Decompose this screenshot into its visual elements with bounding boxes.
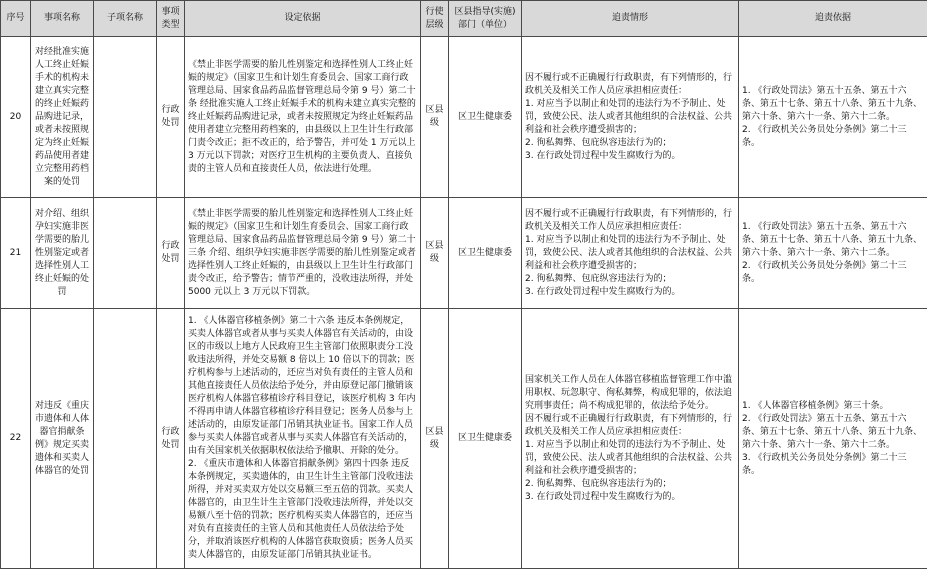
liability-basis-line: 2. 《行政处罚法》第五十五条、第五十六条、第五十七条、第五十八条、第五十九条、第六十条、第六十一条、第六十二条。 xyxy=(742,413,923,450)
liability-line: 因不履行或不正确履行行政职责，有下列情形的，行政机关及相关工作人员应承担相应责任： xyxy=(525,72,733,96)
liability-line: 因不履行或不正确履行行政职责，有下列情形的，行政机关及相关工作人员应承担相应责任： xyxy=(525,413,733,437)
cell-type: 行政处罚 xyxy=(157,37,185,198)
cell-no: 21 xyxy=(1,198,31,309)
liability-line: 2. 徇私舞弊、包庇纵容违法行为的； xyxy=(525,273,672,284)
header-sub: 子项名称 xyxy=(94,1,157,37)
header-dept: 区县指导(实施)部门（单位） xyxy=(449,1,522,37)
cell-level: 区县级 xyxy=(421,198,449,309)
cell-level: 区县级 xyxy=(421,309,449,569)
cell-liability xyxy=(522,37,739,198)
cell-name: 对经批准实施人工终止妊娠手术的机构未建立真实完整的终止妊娠药品购进记录，或者未按照规定为终止妊娠药品使用者建立完整用药档案的处罚 xyxy=(31,37,94,198)
liability-line: 国家机关工作人员在人体器官移植监督管理工作中滥用职权、玩忽职守、徇私舞弊，构成犯罪的，依法追究刑事责任；尚不构成犯罪的，依法给予处分。 xyxy=(525,374,733,411)
basis-text: 《禁止非医学需要的胎儿性别鉴定和选择性别人工终止妊娠的规定》（国家卫生和计划生育委员会、国家工商行政管理总局、国家食品药品监督管理总局令第 9 号）第二十条 经批准实施人工终止妊娠手术的机构未建立真实完整的终止妊娠药品购进记录，或者未按照规定为终止妊娠药品使用者建立完整用药档案的，由县级以上卫生计生行政部门责令改正；拒不改正的，给予警告，并可处 1 万元以上 3 万元以下罚款；对医疗卫生机构的主要负责人、直接负责的主管人员和直接责任人员，依法进行处理。 xyxy=(188,59,416,174)
liability-basis-line: 1. 《行政处罚法》第五十五条、第五十六条、第五十七条、第五十八条、第五十九条、第六十条、第六十一条、第六十二条。 xyxy=(742,85,923,122)
cell-liability-basis xyxy=(739,198,927,309)
cell-dept: 区卫生健康委 xyxy=(449,309,522,569)
liability-basis-line: 1. 《行政处罚法》第五十五条、第五十六条、第五十七条、第五十八条、第五十九条、第六十条、第六十一条、第六十二条。 xyxy=(742,221,923,258)
cell-basis xyxy=(185,37,421,198)
liability-line: 1. 对应当予以制止和处罚的违法行为不予制止、处罚，致使公民、法人或者其他组织的合法权益、公共利益和社会秩序遭受损害的； xyxy=(525,234,733,271)
header-basis: 设定依据 xyxy=(185,1,421,37)
cell-type: 行政处罚 xyxy=(157,198,185,309)
liability-line: 3. 在行政处罚过程中发生腐败行为的。 xyxy=(525,491,681,502)
cell-sub xyxy=(94,309,157,569)
liability-line: 1. 对应当予以制止和处罚的违法行为不予制止、处罚，致使公民、法人或者其他组织的合法权益、公共利益和社会秩序遭受损害的； xyxy=(525,439,733,476)
header-name: 事项名称 xyxy=(31,1,94,37)
cell-name: 对介绍、组织孕妇实施非医学需要的胎儿性别鉴定或者选择性别人工终止妊娠的处罚 xyxy=(31,198,94,309)
basis-text: 2. 《重庆市遗体和人体器官捐献条例》第四十四条 违反本条例规定，买卖遗体的，由卫生计生主管部门没收违法所得，并对买卖双方处以交易额三至五倍的罚款。买卖人体器官的，由卫生计生主管部门没收违法所得，并处以交易额八至十倍的罚款；医疗机构买卖人体器官的，还应当对负有直接责任的主管人员和其他责任人员依法给予处分，并取消该医疗机构的人体器官获取资质；医务人员买卖人体器官的，由原发证部门吊销其执业证书。 xyxy=(188,459,414,560)
cell-level: 区县级 xyxy=(421,37,449,198)
cell-basis xyxy=(185,198,421,309)
liability-line: 因不履行或不正确履行行政职责，有下列情形的，行政机关及相关工作人员应承担相应责任： xyxy=(525,208,733,232)
header-row xyxy=(1,1,927,37)
header-type: 事项类型 xyxy=(157,1,185,37)
table-row xyxy=(1,198,927,309)
cell-dept: 区卫生健康委 xyxy=(449,198,522,309)
header-no: 序号 xyxy=(1,1,31,37)
cell-sub xyxy=(94,198,157,309)
header-level: 行使层级 xyxy=(421,1,449,37)
liability-line: 2. 徇私舞弊、包庇纵容违法行为的； xyxy=(525,137,672,148)
table-row xyxy=(1,37,927,198)
cell-name: 对违反《重庆市遗体和人体器官捐献条例》规定买卖遗体和买卖人体器官的处罚 xyxy=(31,309,94,569)
table-row xyxy=(1,309,927,569)
liability-line: 3. 在行政处罚过程中发生腐败行为的。 xyxy=(525,286,681,297)
cell-sub xyxy=(94,37,157,198)
cell-liability-basis xyxy=(739,309,927,569)
cell-liability xyxy=(522,309,739,569)
basis-text: 1. 《人体器官移植条例》第二十六条 违反本条例规定，买卖人体器官或者从事与买卖人体器官有关活动的，由设区的市级以上地方人民政府卫生主管部门依照职责分工没收违法所得，并处交易额 8 倍以上 10 倍以下的罚款；医疗机构参与上述活动的，还应当对负有责任的主管人员和其他直接责任人员依法给予处分，并由原登记部门撤销该医疗机构人体器官移植诊疗科目登记，该医疗机构 3 年内不得再申请人体器官移植诊疗科目登记；医务人员参与上述活动的，由原发证部门吊销其执业证书。国家工作人员参与买卖人体器官或者从事与买卖人体器官有关活动的，由有关国家机关依据职权依法给予撤职、开除的处分。 xyxy=(188,316,416,456)
cell-type: 行政处罚 xyxy=(157,309,185,569)
basis-text: 《禁止非医学需要的胎儿性别鉴定和选择性别人工终止妊娠的规定》（国家卫生和计划生育委员会、国家工商行政管理总局、国家食品药品监督管理总局令第 9 号）第二十三条 介绍、组织孕妇实施非医学需要的胎儿性别鉴定或者选择性别人工终止妊娠的，由县级以上卫生计生行政部门责令改正，给予警告；情节严重的，没收违法所得，并处 5000 元以上 3 万元以下罚款。 xyxy=(188,208,416,297)
cell-no: 22 xyxy=(1,309,31,569)
cell-liability xyxy=(522,198,739,309)
header-liability: 追责情形 xyxy=(522,1,739,37)
liability-basis-line: 3. 《行政机关公务员处分条例》第二十三条。 xyxy=(742,452,907,476)
liability-line: 3. 在行政处罚过程中发生腐败行为的。 xyxy=(525,150,681,161)
liability-basis-line: 1. 《人体器官移植条例》第三十条。 xyxy=(742,400,889,411)
cell-liability-basis xyxy=(739,37,927,198)
cell-basis xyxy=(185,309,421,569)
cell-dept: 区卫生健康委 xyxy=(449,37,522,198)
liability-basis-line: 2. 《行政机关公务员处分条例》第二十三条。 xyxy=(742,124,907,148)
header-liability-basis: 追责依据 xyxy=(739,1,927,37)
liability-basis-line: 2. 《行政机关公务员处分条例》第二十三条。 xyxy=(742,260,907,284)
cell-no: 20 xyxy=(1,37,31,198)
liability-line: 2. 徇私舞弊、包庇纵容违法行为的； xyxy=(525,478,672,489)
liability-line: 1. 对应当予以制止和处罚的违法行为不予制止、处罚，致使公民、法人或者其他组织的合法权益、公共利益和社会秩序遭受损害的； xyxy=(525,98,733,135)
